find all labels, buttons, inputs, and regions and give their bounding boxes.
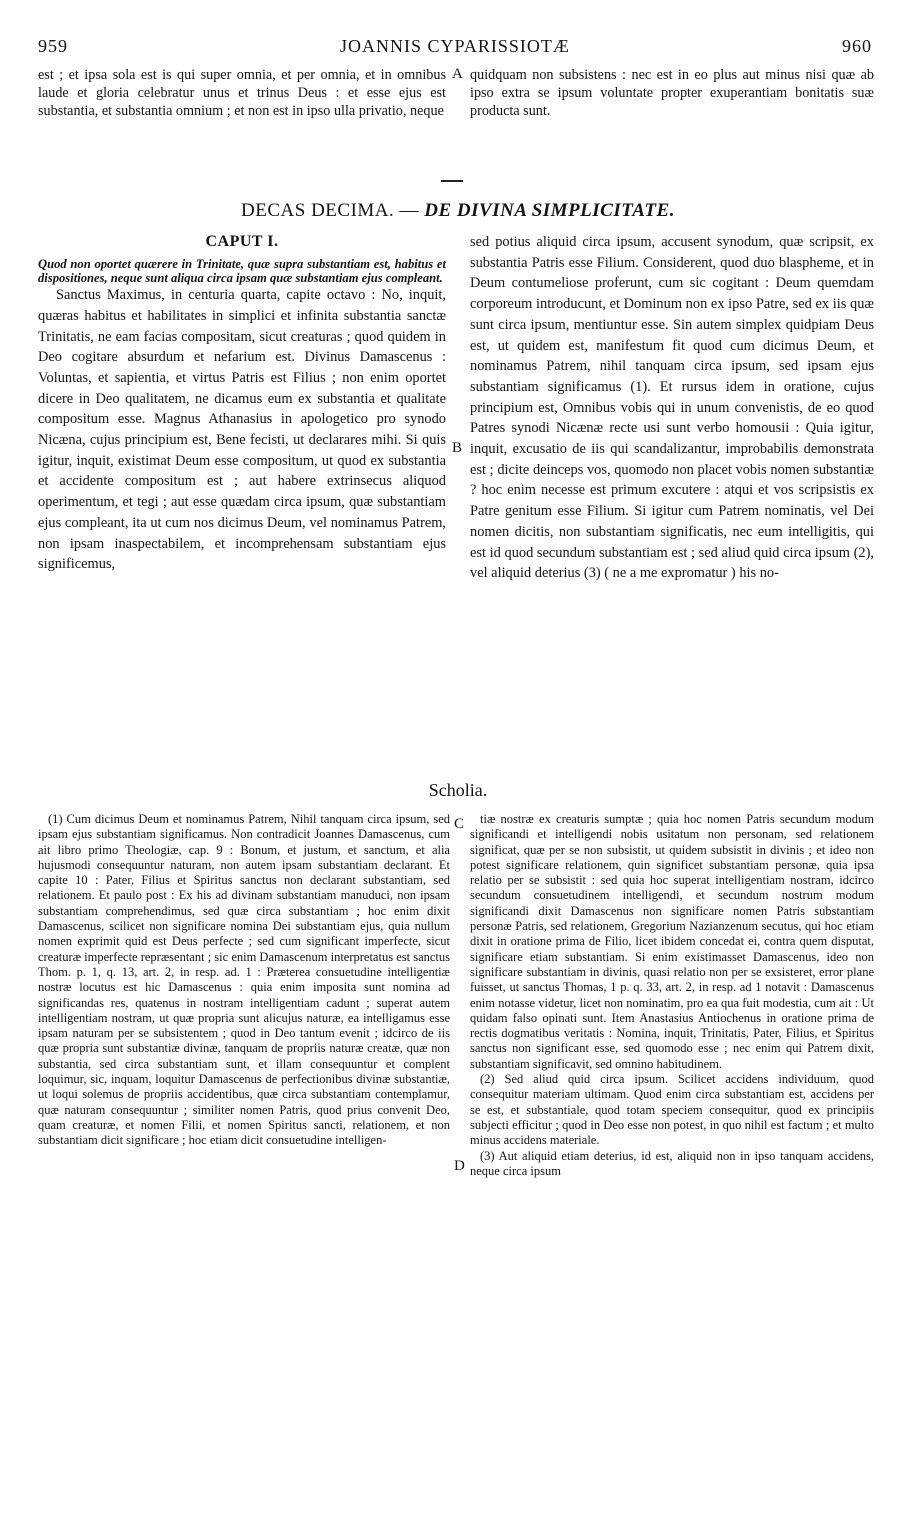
scholia-heading: Scholia. <box>428 780 488 800</box>
section-heading <box>0 200 916 222</box>
margin-letter-b: B <box>452 440 463 456</box>
chapter-argument: Quod non oportet quærere in Trinitate, quæ supra substantiam est, habitus et dispositiones, neque sunt aliqua circa ipsam quæ substantiam ejus compleant. <box>38 256 446 285</box>
scholia-right-note-2: (2) Sed aliud quid circa ipsum. Scilicet accidens individuum, quod consequitur materiam ultimam. Quod enim circa substantiam est, accidens per se est, et substantiale, quod totam speciem consequitur, quod ex principiis subjecti efficitur ; quod in Deo esse non potest, in quo nihil est factum ; et multo minus accidens materiale. <box>470 1072 874 1148</box>
chapter-heading: CAPUT I. <box>205 233 279 250</box>
scholia-right-note-1: tiæ nostræ ex creaturis sumptæ ; quia hoc nomen Patris secundum modum significandi et intelligendi nobis usitatum non personam, sed relationem significat, quæ per se non subsistit, ut quidem subsistit in divinis ; et ideo non potest significare relationem, quin significet substantiam personæ, quia ipsa relatio per se subsistit : sed quia hoc superat intelligentiam nostram, idcirco secundum consuetudinem intelligendi, et secundum nostrum modum significandi dixit Damascenus non significare nomen Patris substantiam personæ Patris, sed relationem, Gregorium Nazianzenum secutus, qui hoc etiam dixit in oratione prima de Filio, licet ibidem concedat ei, contra quem disputat, significare etiam substantiam. Si enim existimasset Damascenus, ideo non significare substantiam in divinis, quasi relatio non per se exsisteret, error plane fuisset, ut sanctus Thomas, 1 p. q. 33, art. 2, in resp. ad 1 notavit : Damascenus enim notasse videtur, licet non nominatim, pro ea qua fuit modestia, cum ait : Ut quidam falso opinati sunt. Item Anastasius Antiochenus in oratione prima de rectis dogmatibus veritatis : Nomina, inquit, Trinitatis, Pater, Filius, et Spiritus sanctus non significant esse, sed quomodo esse ; nec enim qui Patrem dixit, substantiam significavit, sed omnino habitudinem. <box>470 812 874 1071</box>
chapter-left-column <box>38 232 446 575</box>
top-right-column <box>470 66 874 121</box>
running-head <box>38 36 872 58</box>
top-left-text: est ; et ipsa sola est is qui super omnia, et per omnia, et in omnibus laude et gloria celebratur unus et trinus Deus : et esse ejus est substantia, et substantia omnium ; et non est in ipso ulla privatio, neque <box>38 67 446 120</box>
top-right-text: quidquam non subsistens : nec est in eo plus aut minus nisi quæ ab ipso extra se ipsum voluntate propter exuperantiam bonitatis suæ producta sunt. <box>470 67 874 120</box>
page-number-left: 959 <box>38 36 68 56</box>
top-left-column <box>38 66 446 121</box>
chapter-left-text: Sanctus Maximus, in centuria quarta, capite octavo : No, inquit, quæras habitus et habilitates in simplici et infinita substantia sanctæ Trinitatis, ne eam facias compositam, sicut creaturas ; quod quidem in Deo cogitare absurdum et nefarium est. Divinus Damascenus : Voluntas, et sapientia, et virtus Patris est Filius ; non enim oportet dicere in Deo qualitatem, ne dicamus eum ex substantia et qualitate compositum esse. Magnus Athanasius in apologetico pro synodo Nicæna, cujus principium est, Bene fecisti, ut declarares mihi. Si quis igitur, inquit, existimat Deum esse compositum, ut quod ex substantia et accidente compositum est ; aut habere extrinsecus aliquod operimentum, et tegi ; aut esse quædam circa ipsum, quæ substantiam ejus compleant, ita ut cum nos dicimus Deum, vel nominamus Patrem, non ipsam inaspectabilem, et incomprehensam substantiam ejus significemus, <box>38 287 446 573</box>
page-number-right: 960 <box>842 36 872 56</box>
scholia-right-column <box>470 812 874 1179</box>
chapter-right-column <box>470 232 874 584</box>
section-label: DECAS DECIMA. — <box>241 200 425 221</box>
margin-letter-c: C <box>454 816 465 832</box>
margin-letter-d: D <box>454 1158 465 1174</box>
scholia-right-note-3: (3) Aut aliquid etiam deterius, id est, aliquid non in ipso tanquam accidens, neque circa ipsum <box>470 1148 874 1178</box>
section-divider <box>441 180 463 182</box>
section-title: DE DIVINA SIMPLICITATE. <box>424 200 675 221</box>
scholia-left-note-1: (1) Cum dicimus Deum et nominamus Patrem, Nihil tanquam circa ipsum, sed ipsam ejus substantiam significamus. Non contradicit Joannes Damascenus, cum ait libro primo Theologiæ, cap. 9 : Bonum, et justum, et sanctum, et alia hujusmodi consequuntur naturam, non autem ipsam substantiam declarant. Et capite 10 : Pater, Filius et Spiritus sanctus non declarant substantiam, sed relationem. Et paulo post : Ex his ad divinam substantiam manuduci, non ipsam substantiam comprehendimus, sed quæ circa substantiam ; hoc enim dixit Damascenus, scilicet non significare nomina Dei substantiam ejus, quia nullum nomen exprimit quid est Deus perfecte ; sed cum significant imperfecte, sicut creaturæ imperfecte repræsentant ; sic enim Damascenum interpretatus est sanctus Thom. p. 1, q. 13, art. 2, in resp. ad. 1 : Præterea consuetudine intelligentiæ nostræ locutus est hic Damascenus : quia enim imposita sunt nomina ad significandas res, quatenus in nostram intelligentiam cadunt ; superat autem intelligentiam nostram, ut quæ propria sunt alicujus naturæ, ea intelligamus esse ipsam naturam per se subsistentem ; quod in Deo tantum evenit ; idcirco de iis quæ propria sunt substantiæ divinæ, tanquam de propriis naturæ creatæ, quæ non substantia, sed circa substantiam sunt, et illam consequuntur et complent loquimur, sic, inquam, loquitur Damascenus de perfectionibus divinæ substantiæ, ut loqui solemus de propriis accidentibus, quæ circa substantiam contemplamur, quæ naturam consequuntur ; similiter nomen Patris, quod prius convenit Deo, quam creaturæ, et nomen Filii, et nomen Spiritus sancti, relationem, et non substantiam dicit significare ; hoc etiam dicit consuetudine intelligen- <box>38 812 450 1148</box>
margin-letter-a: A <box>452 66 463 82</box>
running-title: JOANNIS CYPARISSIOTÆ <box>340 36 570 56</box>
chapter-right-text: sed potius aliquid circa ipsum, accusent synodum, quæ scripsit, ex substantia Patris esse Filium. Considerent, quod duo blaspheme, et in Deum contumeliose proferunt, cum sic cogitant : Deum quemdam corporeum introducunt, et Dominum non ex ipso Patre, sed ex iis quæ sunt circa ipsum, mentiuntur esse. Sin autem simplex quidpiam Deus est, ut quidem est, manifestum fit quod cum dicimus Deum, et nominamus Patrem, nihil tanquam circa ipsum, sed ipsam ejus substantiam significamus (1). Et rursus idem in oratione, cujus principium est, Omnibus vobis qui in unum convenistis, de eo quod Patres synodi Nicænæ recte usi sunt verbo homousii : Quia igitur, inquit, excusatio de iis qui scandalizantur, improbabilis demonstrata est ; dicite deinceps vos, quomodo non placet vobis nomen substantiæ ? hoc enim necesse est primum excutere : atqui et vos scripsistis ex Patre genitum esse Filium. Si igitur cum Patrem nominatis, vel Dei nomen dicitis, non substantiam significatis, nec eum intelligitis, qui est id quod secundum substantiam est ; sed aliud quid circa ipsum (2), vel aliquid deterius (3) ( ne a me expromatur ) his no- <box>470 234 874 582</box>
scholia-left-column <box>38 812 450 1149</box>
